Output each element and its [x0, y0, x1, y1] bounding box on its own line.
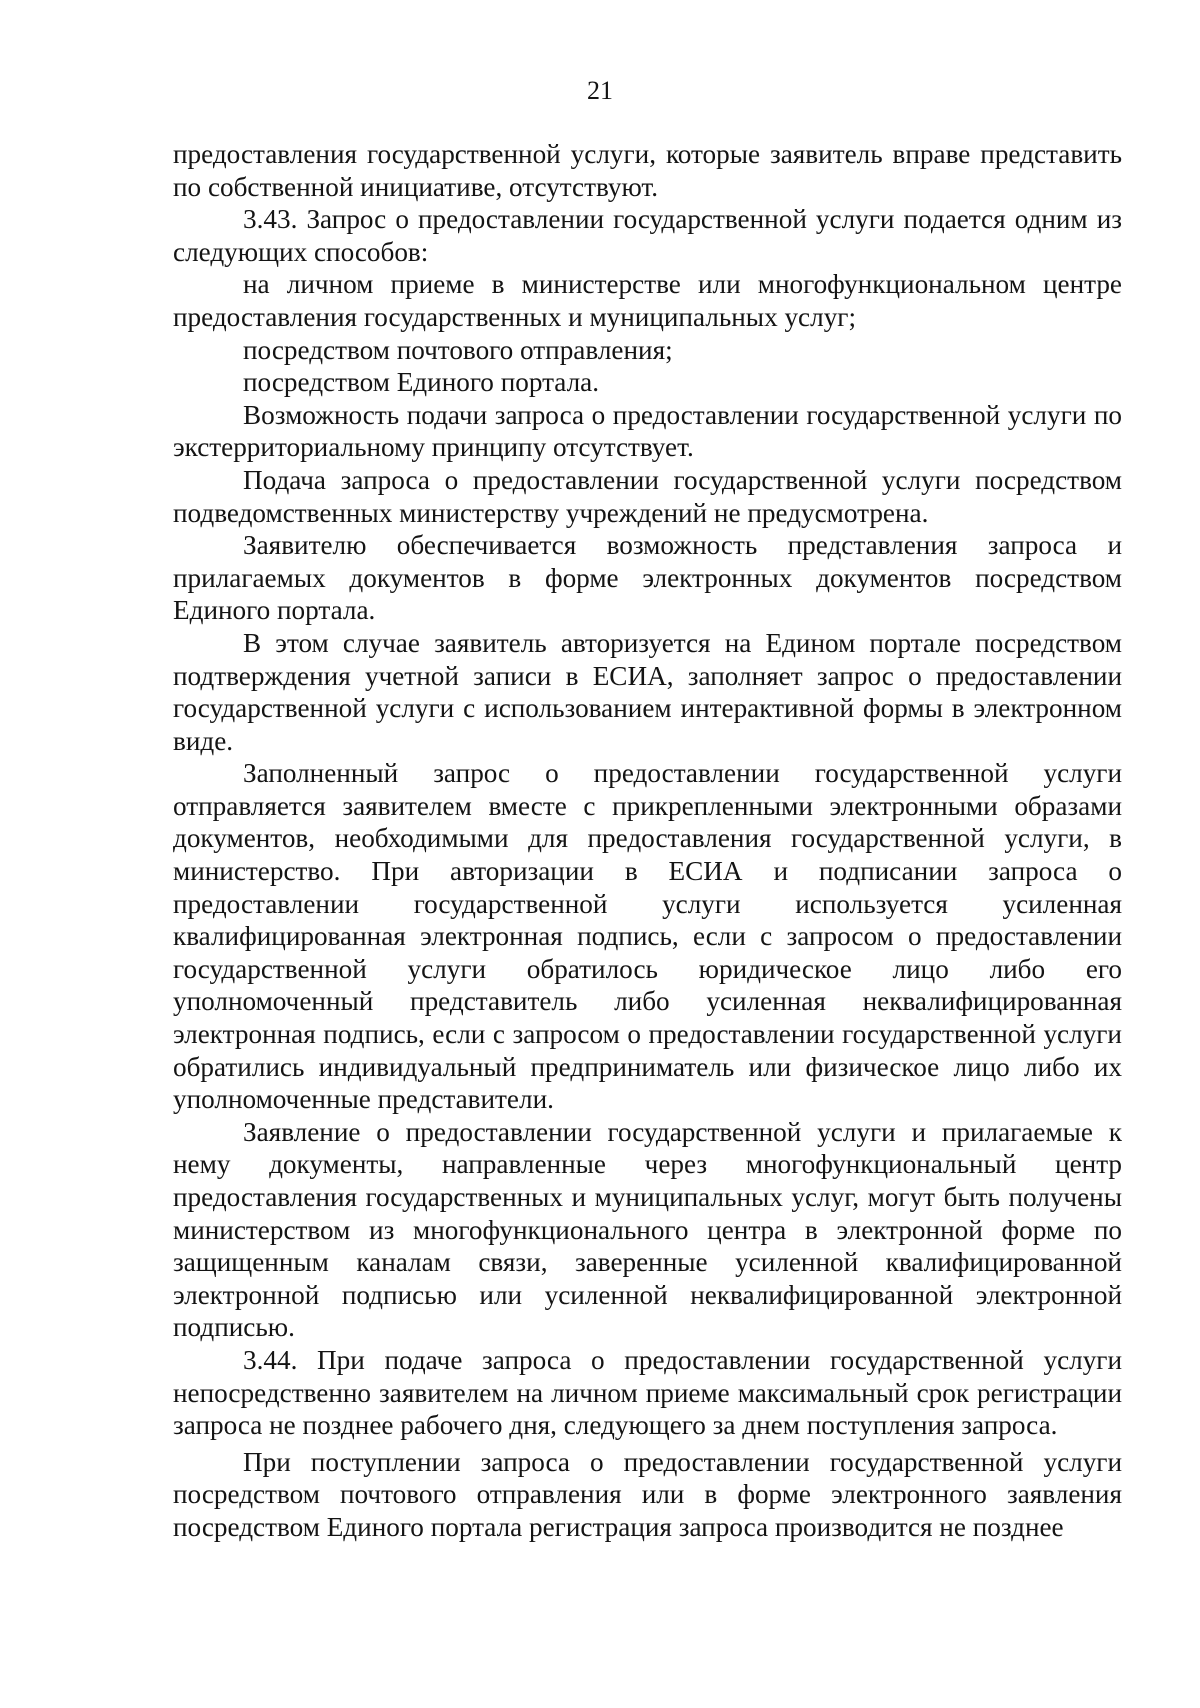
paragraph-signature: Заполненный запрос о предоставлении государственной услуги отправляется заявителем вместе с прикрепленными электронными образами документов, необходимыми для предоставления государственной услуги, в министерство. При авторизации в ЕСИА и подписании запроса о предоставлении государственной услуги используется усиленная квалифицированная электронная подпись, если с запросом о предоставлении государственной услуги обратилось юридическое лицо либо его уполномоченный представитель либо усиленная неквалифицированная электронная подпись, если с запросом о предоставлении государственной услуги обратились индивидуальный предприниматель или физическое лицо либо их уполномоченные представители. [173, 758, 1122, 1115]
paragraph-mfc-transfer: Заявление о предоставлении государственной услуги и прилагаемые к нему документы, направленные через многофункциональный центр предоставления государственных и муниципальных услуг, могут быть получены министерством из многофункционального центра в электронной форме по защищенным каналам связи, заверенные усиленной квалифицированной электронной подписью или усиленной неквалифицированной электронной подписью. [173, 1116, 1122, 1343]
paragraph-registration-deadline: При поступлении запроса о предоставлении государственной услуги посредством почтового отправления или в форме электронного заявления посредством Единого портала регистрация запроса производится не позднее [173, 1446, 1122, 1542]
page-number: 21 [587, 76, 613, 105]
list-item-postal: посредством почтового отправления; [243, 334, 673, 365]
paragraph-extraterritorial: Возможность подачи запроса о предоставлении государственной услуги по экстерриториальному принципу отсутствует. [173, 399, 1122, 463]
paragraph-electronic-submission: Заявителю обеспечивается возможность представления запроса и прилагаемых документов в форме электронных документов посредством Единого портала. [173, 530, 1122, 626]
paragraph-3-43: 3.43. Запрос о предоставлении государственной услуги подается одним из следующих способов: [173, 204, 1122, 267]
document-body [173, 138, 1122, 1544]
paragraph-continuation: предоставления государственной услуги, которые заявитель вправе представить по собственной инициативе, отсутствуют. [173, 139, 1122, 202]
paragraph-subordinate-institutions: Подача запроса о предоставлении государственной услуги посредством подведомственных министерству учреждений не предусмотрена. [173, 464, 1122, 528]
list-item-in-person: на личном приеме в министерстве или многофункциональном центре предоставления государственных и муниципальных услуг; [173, 269, 1122, 332]
paragraph-esia-authorization: В этом случае заявитель авторизуется на Едином портале посредством подтверждения учетной записи в ЕСИА, заполняет запрос о предоставлении государственной услуги с использованием интерактивной формы в электронном виде. [173, 627, 1122, 756]
list-item-portal: посредством Единого портала. [243, 367, 600, 398]
paragraph-3-44: 3.44. При подаче запроса о предоставлении государственной услуги непосредственно заявителем на личном приеме максимальный срок регистрации запроса не позднее рабочего дня, следующего за днем поступления запроса. [173, 1344, 1122, 1441]
